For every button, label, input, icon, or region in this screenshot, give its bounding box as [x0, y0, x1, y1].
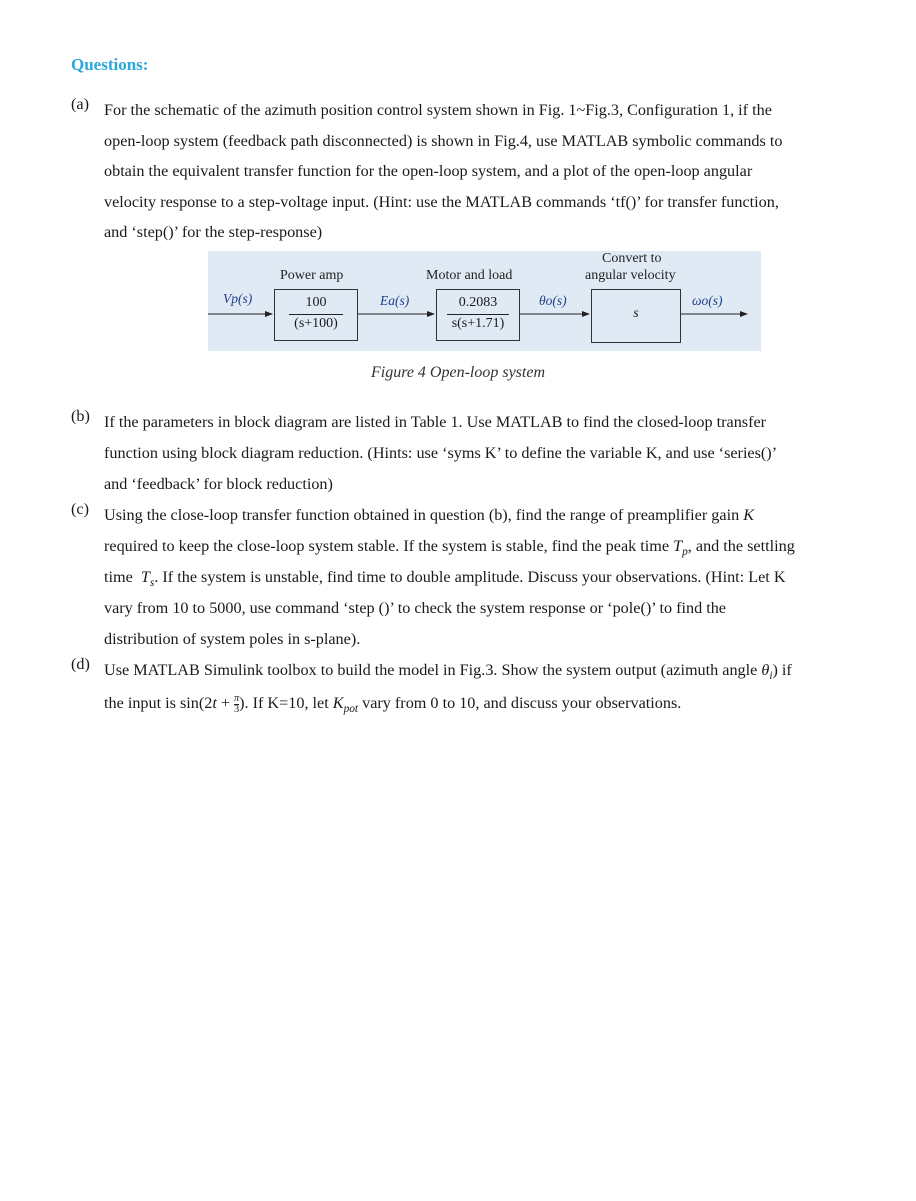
open-loop-block-diagram	[208, 251, 761, 351]
input-signal-label: Vp(s)	[223, 291, 253, 306]
power-amp-block	[274, 289, 358, 341]
question-b-line-3: and ‘feedback’ for block reduction)	[104, 475, 333, 493]
question-c-line-4: vary from 10 to 5000, use command ‘step ()’ to check the system response or ‘pole()’ to find the	[104, 599, 726, 617]
fraction-bar	[289, 314, 343, 315]
question-a-line-5: and ‘step()’ for the step-response)	[104, 223, 323, 241]
question-d-line-1: Use MATLAB Simulink toolbox to build the model in Fig.3. Show the system output (azimuth angle $\theta_i$) if	[104, 661, 792, 683]
gain-variable: K	[743, 506, 755, 524]
motor-load-label: Motor and load	[426, 268, 513, 283]
question-c-line-3: time $T_s$. If the system is unstable, find time to double amplitude. Discuss your observations. (Hint: Let K	[104, 568, 786, 590]
question-label: (c)	[71, 500, 89, 518]
question-c-line-2: required to keep the close-loop system stable. If the system is stable, find the peak time $T_p$, and the settling	[104, 537, 795, 559]
question-b-line-1: If the parameters in block diagram are listed in Table 1. Use MATLAB to find the closed-loop transfer	[104, 413, 767, 431]
question-a-line-2: open-loop system (feedback path disconnected) is shown in Fig.4, use MATLAB symbolic commands to	[104, 131, 783, 150]
questions-b-to-d	[71, 407, 871, 720]
figure-caption: Figure 4 Open-loop system	[370, 364, 546, 381]
motor-load-block	[436, 289, 520, 341]
question-a-line-1: For the schematic of the azimuth position control system shown in Fig. 1~Fig.3, Configuration 1, if the	[104, 101, 772, 119]
motor-numerator: 0.2083	[458, 295, 498, 310]
convert-transfer-function: s	[633, 306, 639, 321]
question-c-line-1: Using the close-loop transfer function obtained in question (b), find the range of preamplifier gain K	[104, 506, 755, 524]
amp-numerator: 100	[305, 295, 327, 310]
question-c-line-5: distribution of system poles in s-plane).	[104, 630, 361, 648]
convert-velocity-block	[591, 289, 681, 343]
question-d-line-2: the input is sin(2t + $\frac{\pi}{3}$ ). If K=10, let $K_{pot}$ vary from 0 to 10, and discuss your observations.	[104, 692, 682, 716]
question-label: (b)	[71, 407, 90, 425]
question-a-line-3: obtain the equivalent transfer function for the open-loop system, and a plot of the open-loop angular	[104, 162, 753, 180]
pi-over-three: $\frac{\pi}{3}$	[234, 692, 240, 715]
question-d	[71, 655, 871, 720]
question-a	[71, 95, 904, 248]
question-a-line-4: velocity response to a step-voltage input. (Hint: use the MATLAB commands ‘tf()’ for transfer function,	[104, 192, 779, 211]
convert-label-1: Convert to	[602, 251, 662, 266]
question-b-line-2: function using block diagram reduction. (Hints: use ‘syms K’ to define the variable K, and use ‘series()’	[104, 444, 778, 462]
omega-signal-label: ωo(s)	[692, 293, 723, 308]
convert-label-2: angular velocity	[585, 268, 676, 283]
power-amp-label: Power amp	[280, 268, 344, 283]
question-b	[71, 407, 871, 500]
motor-denominator: s(s+1.71)	[451, 316, 505, 331]
ea-signal-label: Ea(s)	[380, 293, 410, 308]
amp-denominator: (s+100)	[294, 316, 338, 331]
question-label: (a)	[71, 95, 89, 113]
question-c	[71, 500, 871, 655]
questions-heading: Questions:	[71, 55, 149, 74]
theta-signal-label: θo(s)	[539, 293, 567, 308]
fraction-bar	[447, 314, 509, 315]
question-label: (d)	[71, 655, 90, 673]
